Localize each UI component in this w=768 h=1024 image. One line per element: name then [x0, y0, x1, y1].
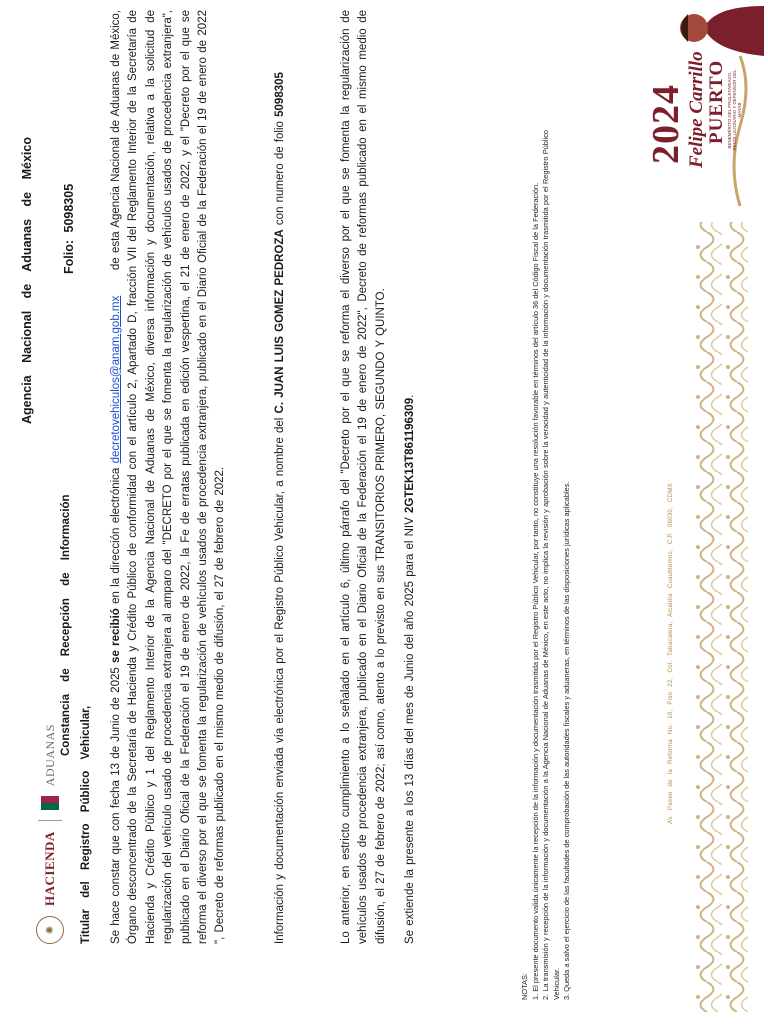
p1-text-a: Se hace constar que con fecha 13 de Junio de 2025 — [110, 667, 122, 944]
notes-title: NOTAS: — [520, 973, 529, 1000]
paragraph-issuance — [402, 10, 419, 944]
hacienda-logo-text: HACIENDA — [42, 831, 57, 906]
commemorative-name: Felipe Carrillo — [686, 51, 707, 168]
niv-value: 2GTEK13T861196309 — [404, 397, 416, 513]
note-item: 1. El presente documento valida únicamente la recepción de la información y documentación trasmitida por el Registro Público Vehicular, por tanto, no constituye una resolución favorable en términos del artículo 36 del Código Fiscal de la Federación. — [530, 182, 540, 1000]
p2-holder-name: C. JUAN LUIS GOMEZ PEDROZA — [274, 229, 286, 414]
logo-divider — [38, 820, 62, 821]
folio-label: Folio: — [62, 239, 76, 274]
aduanas-mark-icon — [41, 796, 59, 810]
email-link[interactable]: decretovehiculos@anam.gob.mx — [110, 295, 122, 464]
folio-value: 5098305 — [62, 183, 76, 233]
paragraph-sender — [272, 10, 289, 944]
p1-text-d: de esta Agencia Nacional de Aduanas de México, Órgano desconcentrado de la Secretaría de Hacienda y Crédito Público de conformidad con el artículo 2, Apartado D, fracción VII del Reglamento Interior de la Secretaría de Hacienda y Crédito Público y 1 del Reglamento Interior de la Agencia Nacional de Aduanas de México, diversa información y documentación, relativa a la solicitud de regularización del vehículo usado de procedencia extranjera al amparo del "DECRETO por el que se fomenta la regularización de vehículos usados de procedencia extranjera", publicado en el Diario Oficial de la Federación el 19 de enero de 2022, la Fe de erratas publicada en edición vespertina, el 21 de enero de 2022, y el "Decreto por el que se reforma el diverso por el que se fomenta la regularización de vehículos usados de procedencia extranjera, publicado en el Diario Oficial de la Federación el 19 de enero de 2022 ", Decreto de reformas publicado en el mismo medio de difusión, el 27 de febrero de 2022. — [110, 10, 227, 944]
decorative-pattern-icon — [692, 222, 752, 1012]
p1-se-recibio: se recibió — [110, 608, 122, 663]
year-emblem: 2024 — [645, 84, 687, 164]
p2-text-a: Información y documentación enviada vía electrónica por el Registro Público Vehicular, a nombre del — [274, 417, 286, 944]
header-logos — [28, 724, 72, 944]
p1-text-c: en la dirección electrónica — [110, 467, 122, 604]
p4-end: . — [404, 394, 416, 398]
notes-section — [520, 130, 573, 1000]
folio — [62, 184, 76, 274]
document-title: Constancia de Recepción de Información — [60, 494, 72, 756]
p2-text-b: con numero de folio — [274, 121, 286, 226]
commemorative-caption: BENEMÉRITO DEL PROLETARIADO, REVOLUCIONARIO Y DEFENSOR DEL MAYAB — [727, 69, 742, 151]
addressee: Titular del Registro Público Vehicular, — [80, 705, 92, 944]
note-item: 3. Queda a salvo el ejercicio de las facultades de comprobación de las autoridades fiscales y aduaneras, en términos de las disposiciones jurídicas aplicables. — [562, 481, 572, 1000]
paragraph-legal-basis: Lo anterior, en estricto cumplimiento a lo señalado en el artículo 6, último párrafo del "Decreto por el que se reforma el diverso por el que se fomenta la regularización de vehículos usados de procedencia extranjera, publicado en el Diario Oficial de la Federación el 19 de enero de 2022", Decreto de reformas publicado en el mismo medio de difusión, el 27 de febrero de 2022; así como, atento a lo previsto en sus TRANSITORIOS PRIMERO, SEGUNDO Y QUINTO. — [340, 10, 387, 944]
mexico-seal-icon: ✺ — [36, 916, 64, 944]
footer-address: Av. Paseo de la Reforma No. 10, Piso 22, Col. Tabacalera, Alcaldía Cuauhtémoc, C.P. 06030, CDMX — [668, 483, 674, 824]
note-item: 2. La transmisión y recepción de la información y documentación a la Agencia Nacional de Aduanas de México, en este acto, no implica la revisión y aprobación sobre la veracidad y autenticidad de la información y documentación trasmitida por el Registro Público Vehicular. — [541, 130, 561, 1000]
aduanas-logo-text: ADUANAS — [42, 724, 57, 787]
commemorative-surname: PUERTO — [706, 59, 727, 144]
p4-text-a: Se extiende la presente a los 13 días del mes de Junio del año 2025 para el NIV — [404, 517, 416, 944]
p2-folio: 5098305 — [274, 72, 286, 117]
agency-title: Agencia Nacional de Aduanas de México — [20, 137, 34, 424]
paragraph-reception — [108, 10, 230, 944]
